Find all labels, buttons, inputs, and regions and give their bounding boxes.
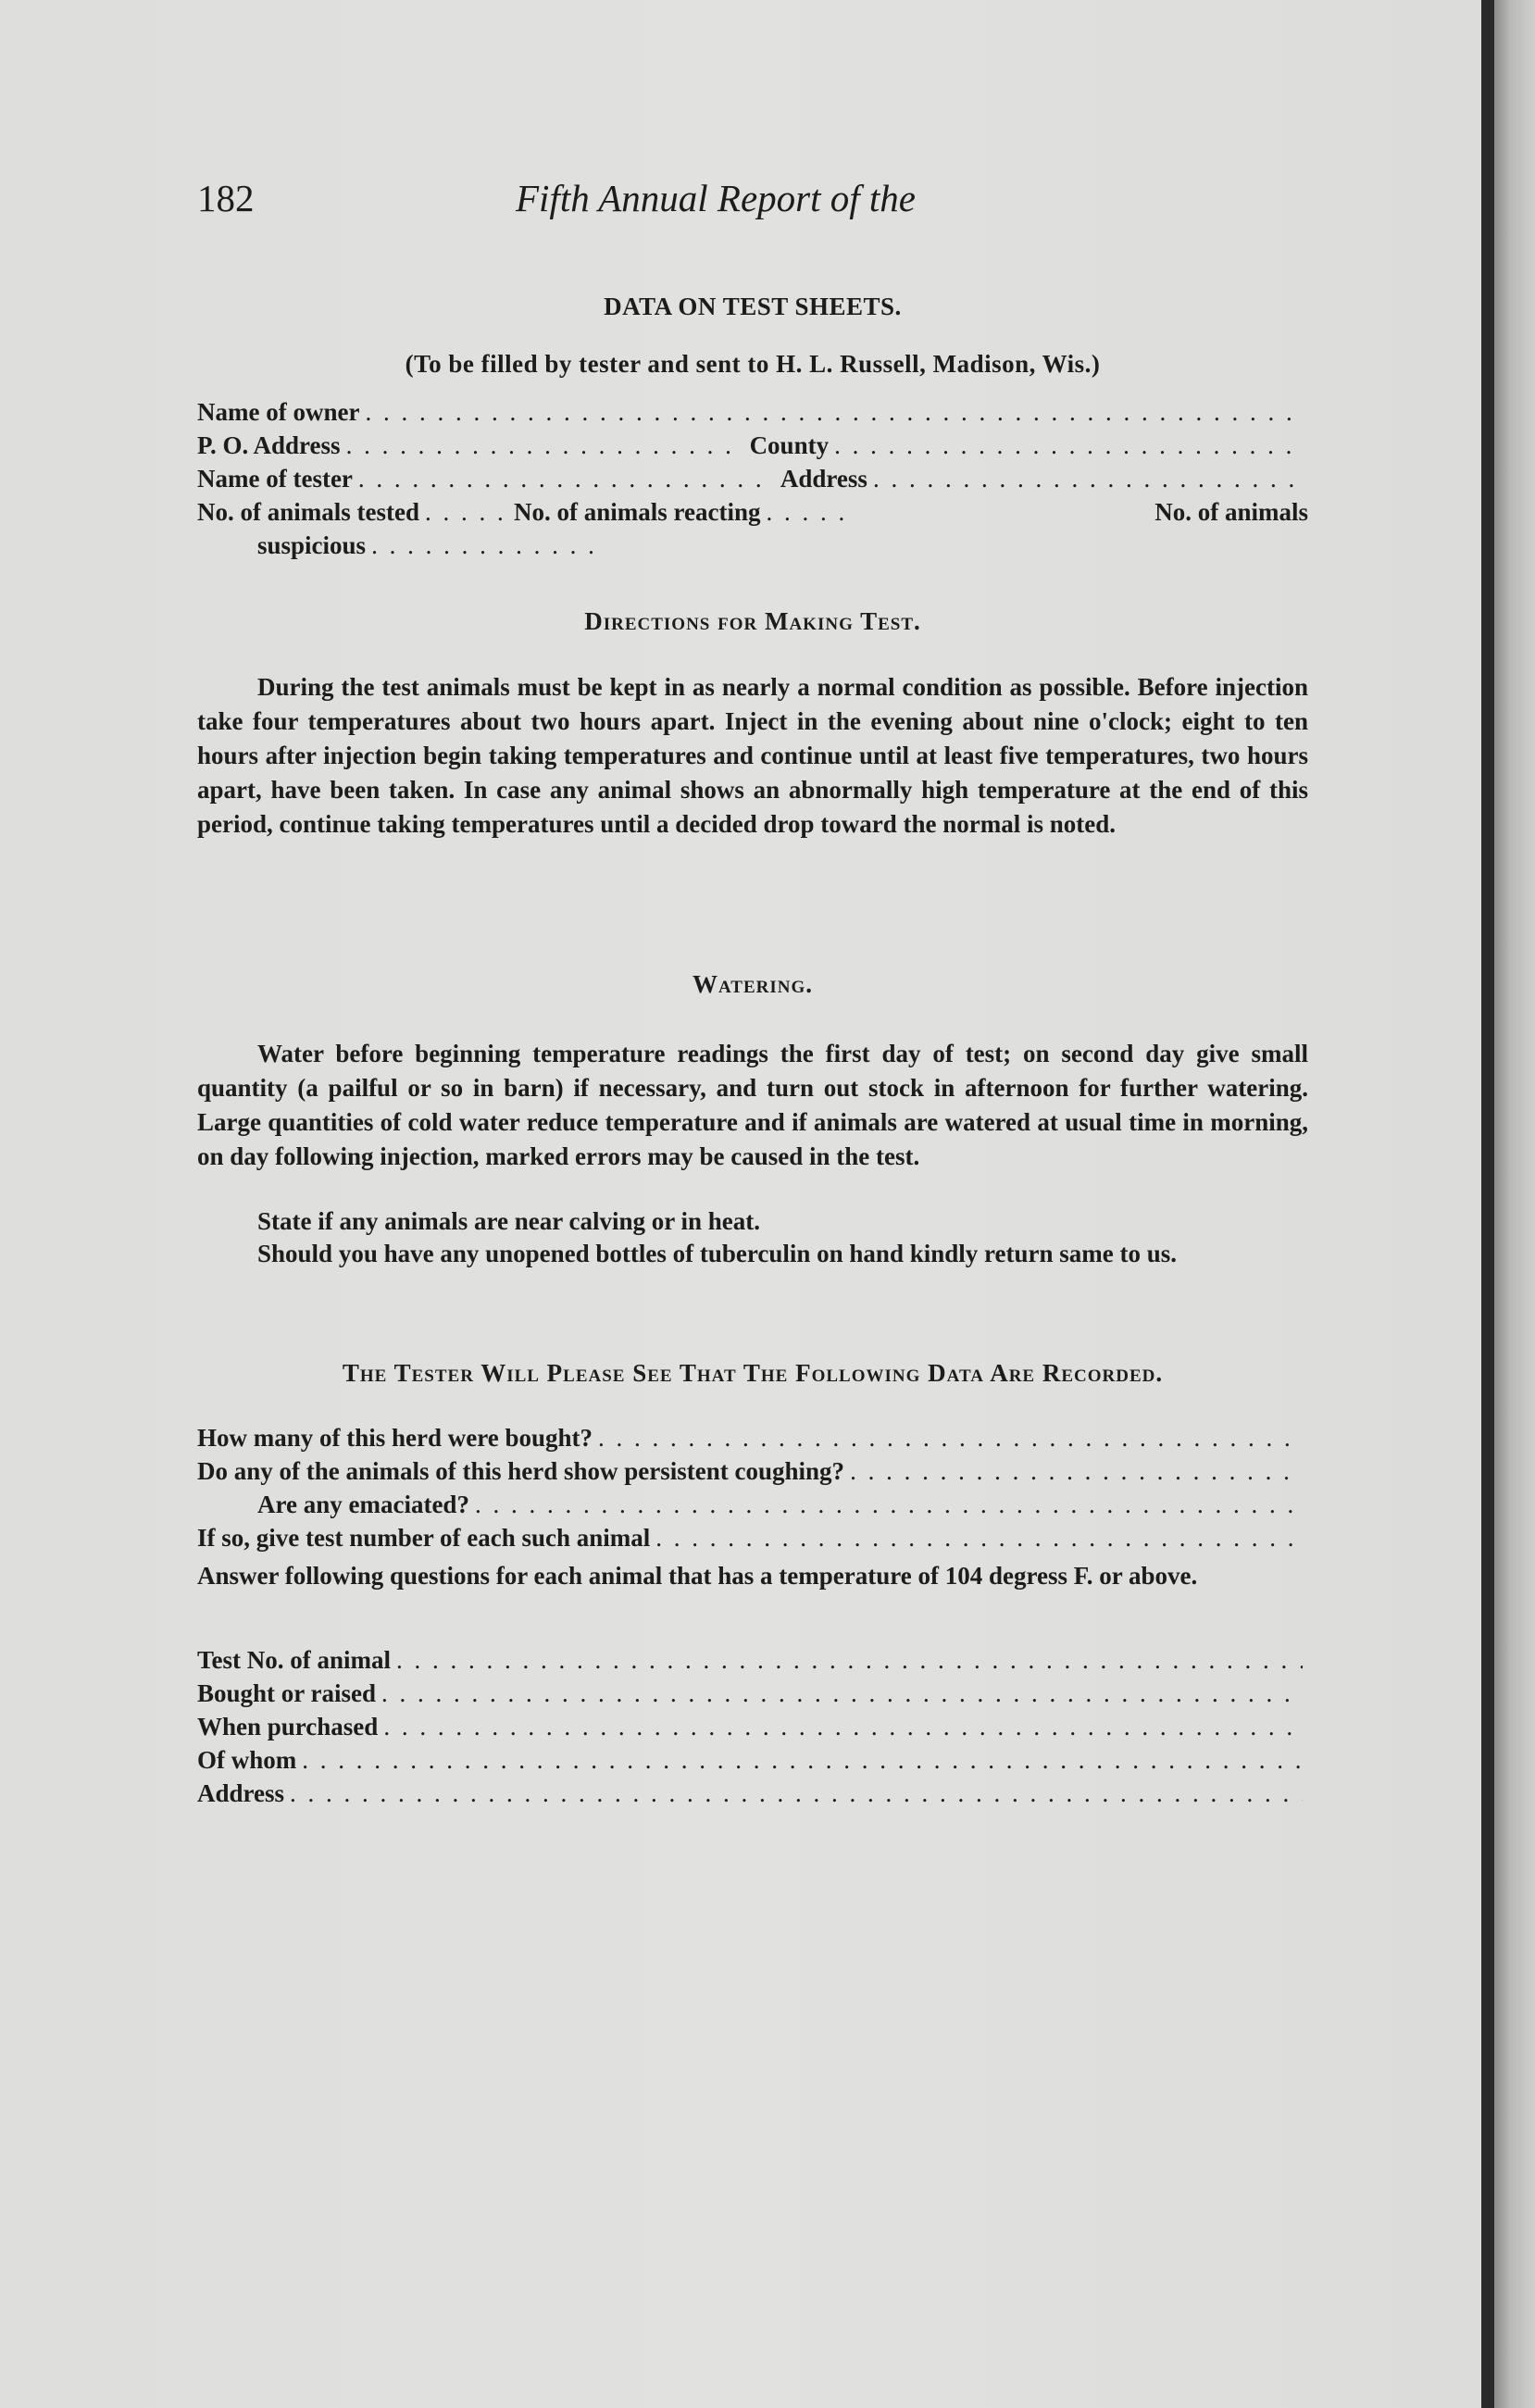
bought-question: How many of this herd were bought? [197,1424,593,1452]
suspicious-label-2: suspicious [257,531,367,559]
tested-label: No. of animals tested [197,498,419,526]
book-binding-shadow [1494,0,1535,2408]
when-purchased-fill-line [383,1713,1303,1741]
animal-address-fill-line [290,1779,1303,1808]
owner-line [197,398,1308,431]
coughing-fill-line [850,1457,1303,1486]
county-fill-line [834,431,1303,460]
suspicious-line [197,531,1308,565]
po-address-line [197,431,1308,465]
running-title: Fifth Annual Report of the [516,177,916,219]
bought-raised-fill-line [381,1679,1303,1708]
address-fill-line [873,465,1303,493]
of-whom-line [197,1746,1308,1779]
owner-label: Name of owner [197,398,360,426]
test-number-question-line [197,1524,1308,1557]
test-number-question: If so, give test number of each such animal [197,1524,651,1552]
bought-fill-line [598,1424,1303,1453]
counts-line [197,498,1308,531]
suspicious-label-1: No. of animals [1154,498,1308,526]
watering-text-3: Should you have any unopened bottles of tuberculin on hand kindly return same to us. [257,1240,1178,1267]
temperature-instruction-text: Answer following questions for each animal that has a temperature of 104 degress F. or above. [197,1562,1198,1590]
emaciated-question-line [197,1491,1308,1524]
po-address-label: P. O. Address [197,431,341,459]
emaciated-question: Are any emaciated? [257,1491,469,1518]
owner-fill-line [365,398,1303,427]
when-purchased-label: When purchased [197,1713,379,1740]
of-whom-fill-line [302,1746,1303,1775]
temperature-instruction [197,1559,1308,1593]
book-binding-edge [1481,0,1494,2408]
test-no-label: Test No. of animal [197,1646,392,1674]
coughing-question: Do any of the animals of this herd show persistent coughing? [197,1457,845,1485]
reacting-fill-line [766,498,849,527]
reacting-label: No. of animals reacting [513,498,761,526]
watering-text-1: Water before beginning temperature readings the first day of test; on second day give small quantity (a pailful or so in barn) if necessary, and turn out stock in afternoon for further watering. Large quantities of cold water reduce temperature and if animals are watered at usual time in morning, on day following injection, marked errors may be caused in the test. [197,1040,1308,1170]
page-number: 182 [197,177,255,219]
herd-questions [197,1424,1308,1557]
animal-address-label: Address [197,1779,285,1807]
directions-heading: Directions for Making Test. [584,607,921,635]
address-label: Address [780,465,867,493]
po-address-fill-line [346,431,744,460]
test-no-fill-line [396,1646,1303,1675]
bought-raised-line [197,1679,1308,1713]
watering-text-2: State if any animals are near calving or in heat. [257,1207,760,1235]
animal-address-line [197,1779,1308,1813]
bought-question-line [197,1424,1308,1457]
watering-paragraph-3 [197,1237,1308,1271]
coughing-question-line [197,1457,1308,1491]
watering-paragraph-1 [197,1037,1308,1174]
tested-fill-line [425,498,508,527]
watering-paragraph-2 [197,1204,1308,1239]
tester-heading: The Tester Will Please See That The Following Data Are Recorded. [342,1359,1164,1387]
tester-label: Name of tester [197,465,353,493]
suspicious-fill-line [371,531,593,560]
county-label: County [749,431,830,459]
directions-text: During the test animals must be kept in as nearly a normal condition as possible. Before injection take four temperatures about two hours apart. Inject in the evening about nine o'clock; eight to ten hours after injection begin taking temperatures and continue until at least five temperatures, two hours apart, have been taken. In case any animal shows an abnormally high temperature at the end of this period, continue taking temperatures until a decided drop toward the normal is noted. [197,673,1308,838]
test-no-line [197,1646,1308,1679]
of-whom-label: Of whom [197,1746,297,1774]
document-subtitle: (To be filled by tester and sent to H. L. Russell, Madison, Wis.) [405,350,1101,378]
animal-form [197,1646,1308,1813]
owner-form [197,398,1308,565]
test-number-fill-line [655,1524,1303,1553]
directions-paragraph [197,670,1308,842]
tester-line [197,465,1308,498]
emaciated-fill-line [475,1491,1303,1519]
bought-raised-label: Bought or raised [197,1679,377,1707]
watering-heading: Watering. [692,970,814,998]
when-purchased-line [197,1713,1308,1746]
document-title: DATA ON TEST SHEETS. [604,293,902,320]
tester-fill-line [358,465,775,493]
